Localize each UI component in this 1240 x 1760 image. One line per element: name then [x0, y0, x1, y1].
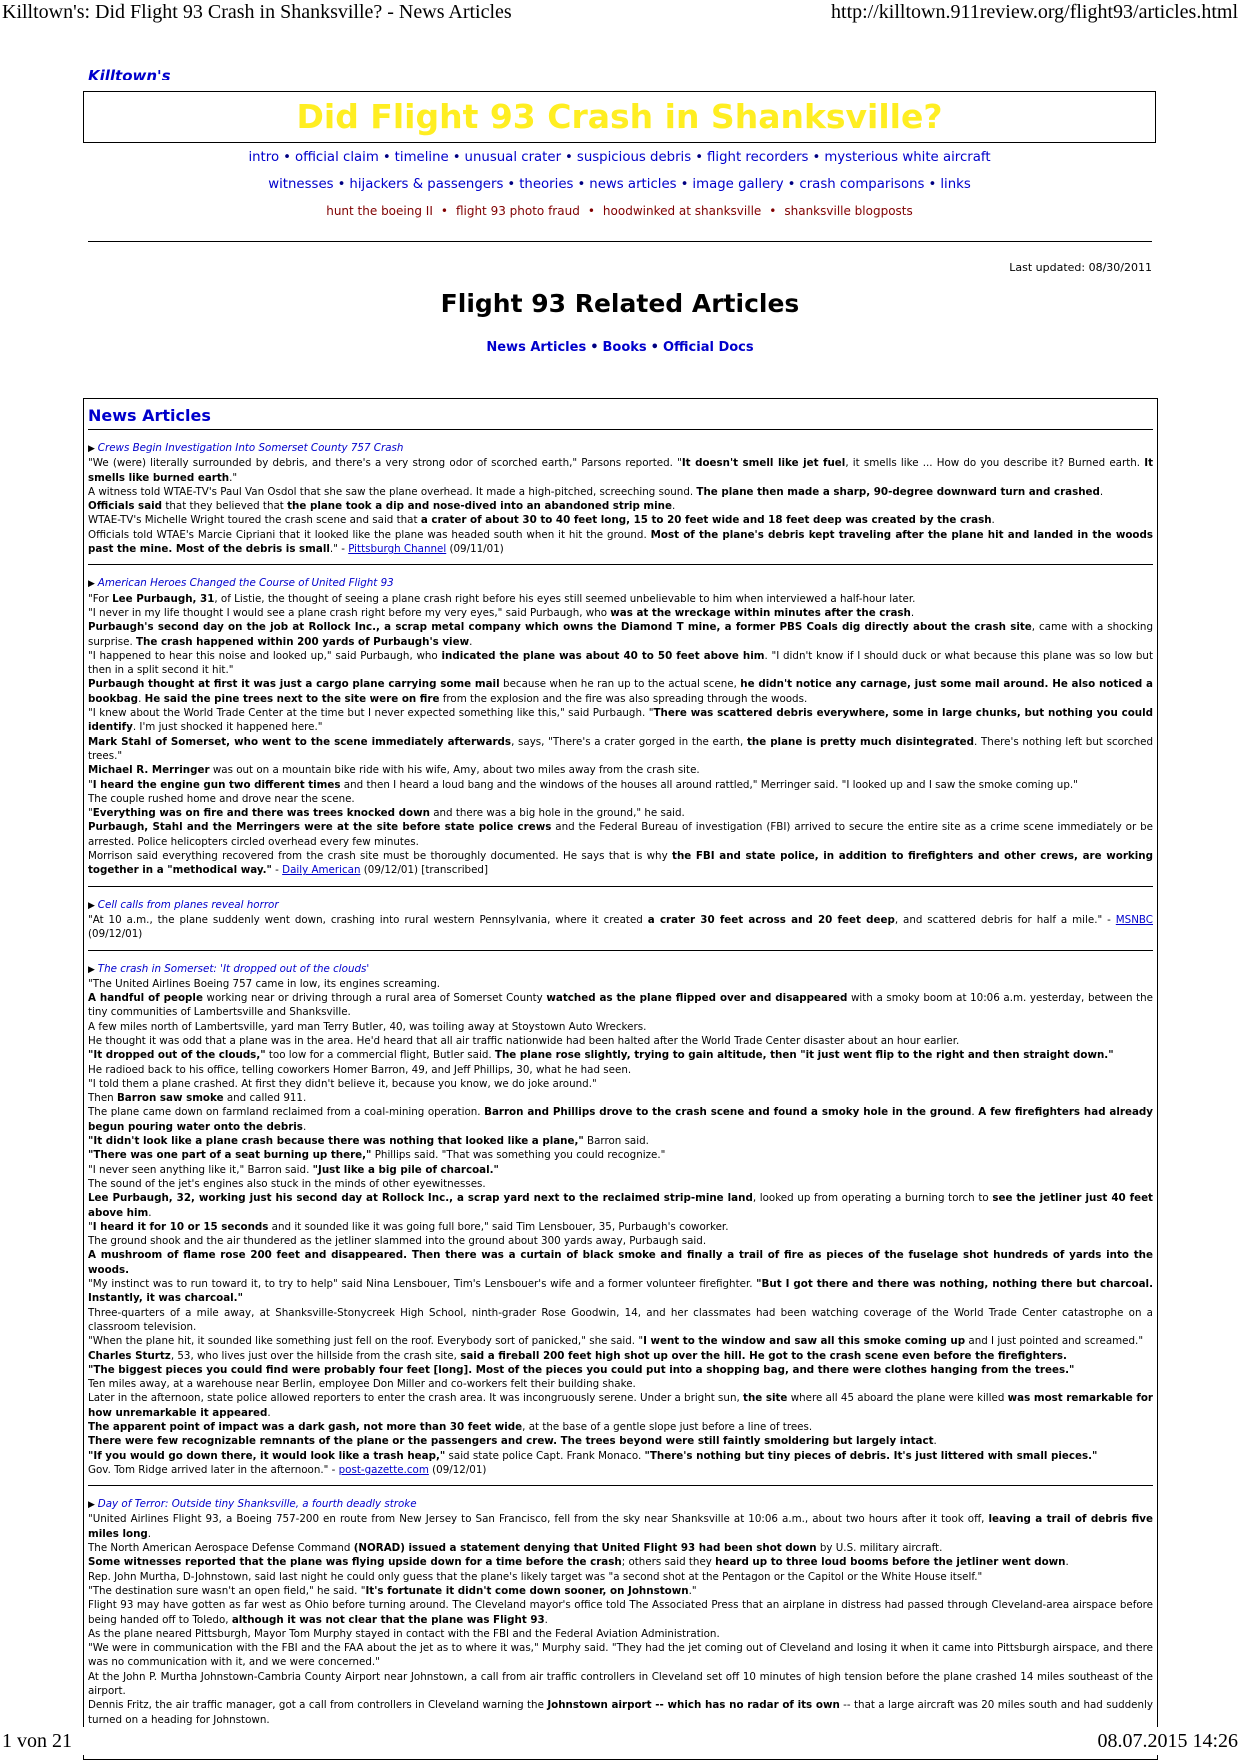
article-list: [84, 441, 1157, 1749]
body-text: WTAE-TV's Michelle Wright toured the crash scene and said that: [88, 514, 421, 527]
body-text: , says, "There's a crater gorged in the earth,: [511, 735, 747, 748]
nav-link-hunt-the-boeing-ii[interactable]: hunt the boeing II: [326, 204, 433, 218]
body-text: working near or driving through a rural area of Somerset County: [202, 992, 547, 1005]
article-paragraph: [88, 1177, 1153, 1191]
article: [84, 441, 1157, 564]
emphasis-text: The apparent point of impact was a dark gash, not more than 30 feet wide: [88, 1421, 523, 1433]
article-paragraph: [88, 606, 1153, 620]
body-text: .: [910, 606, 915, 619]
article-paragraph: [88, 1091, 1153, 1105]
print-header: [0, 0, 1240, 28]
nav-link-flight-recorders[interactable]: flight recorders: [707, 150, 809, 165]
emphasis-text: Some witnesses reported that the plane was flying upside down for a time before the crash: [88, 1556, 622, 1569]
article-paragraph: [88, 1191, 1153, 1220]
emphasis-text: Mark Stahl of Somerset, who went to the scene immediately afterwards: [88, 735, 512, 748]
news-articles-box: [83, 398, 1158, 1760]
emphasis-text: "There's nothing but tiny pieces of debris. It's just littered with small pieces.": [644, 1449, 1098, 1462]
article: [84, 576, 1157, 885]
bullet-separator: •: [928, 177, 937, 192]
bullet-separator: •: [337, 177, 346, 192]
triangle-right-icon: ▶: [88, 579, 98, 590]
emphasis-text: Charles Sturtz: [88, 1349, 171, 1362]
body-text: Ten miles away, at a warehouse near Berlin, employee Don Miller and co-workers felt their building shake.: [88, 1378, 636, 1391]
body-text: . I'm just shocked it happened here.": [132, 721, 323, 734]
emphasis-text: It doesn't smell like jet fuel: [681, 457, 846, 470]
body-text: too low for a commercial flight, Butler said.: [265, 1049, 495, 1062]
nav-link-unusual-crater[interactable]: unusual crater: [464, 150, 562, 165]
article-divider: [88, 886, 1153, 887]
body-text: , it smells like ... How do you describe it? Burned earth.: [845, 457, 1145, 470]
article-title-text: American Heroes Changed the Course of United Flight 93: [97, 577, 394, 590]
article-paragraph: [88, 1277, 1153, 1306]
body-text: . "I didn't know if I should duck or what because this plane was so low but then in a split second it hit.": [88, 649, 1153, 677]
body-text: and there was a big hole in the ground," he said.: [429, 807, 685, 820]
source-date: (09/12/01): [428, 1463, 487, 1476]
article-paragraph: [88, 1463, 1153, 1477]
bullet-separator: •: [565, 150, 573, 165]
body-text: A witness told WTAE-TV's Paul Van Osdol that she saw the plane overhead. It made a high-pitched, screeching sound.: [88, 485, 697, 498]
body-text: "United Airlines Flight 93, a Boeing 757-200 en route from New Jersey to San Francisco, fell from the sky near Shanksville at 10:06 a.m., about two hours after it took off,: [88, 1513, 989, 1526]
article-paragraph: [88, 677, 1153, 706]
article-paragraph: [88, 1670, 1153, 1699]
emphasis-text: a crater of about 30 to 40 feet long, 15 to 20 feet wide and 18 feet deep was created by the crash: [420, 514, 992, 527]
article: [84, 1497, 1157, 1749]
emphasis-text: Purbaugh thought at first it was just a cargo plane carrying some mail: [88, 678, 500, 691]
article-paragraph: [88, 620, 1153, 649]
body-text: .: [147, 1527, 152, 1540]
bullet-separator: •: [440, 204, 448, 218]
article-paragraph: [88, 1420, 1153, 1434]
bullet-separator: •: [587, 204, 595, 218]
body-text: "At 10 a.m., the plane suddenly went down, crashing into rural western Pennsylvania, where it created: [88, 913, 648, 926]
bullet-separator: •: [695, 150, 704, 165]
emphasis-text: Lee Purbaugh, 32, working just his second day at Rollock Inc., a scrap yard next to the reclaimed strip-mine land: [88, 1192, 753, 1205]
emphasis-text: Purbaugh's second day on the job at Rollock Inc., a scrap metal company which owns the Diamond T mine, a former PBS Coals dig directly about the crash site: [88, 621, 1032, 634]
body-text: .: [544, 1613, 548, 1626]
article-paragraph: [88, 1598, 1153, 1627]
emphasis-text: Michael R. Merringer: [88, 764, 210, 777]
body-text: Phillips said. "That was something you could recognize.": [371, 1149, 666, 1162]
article-paragraph: [88, 1234, 1153, 1248]
source-link[interactable]: Daily American: [282, 864, 361, 877]
nav-tertiary: [83, 204, 1156, 218]
body-text: said state police Capt. Frank Monaco.: [445, 1449, 645, 1462]
site-title: Did Flight 93 Crash in Shanksville?: [296, 97, 943, 136]
nav-link-shanksville-blogposts[interactable]: shanksville blogposts: [784, 204, 913, 218]
emphasis-text: "The biggest pieces you could find were probably four feet [long]. Most of the pieces you could put into a shopping bag, and there were clothes hanging from the trees.": [88, 1363, 1075, 1376]
article-paragraph: [88, 977, 1153, 991]
nav-link-crash-comparisons[interactable]: crash comparisons: [799, 177, 925, 192]
article-paragraph: [88, 913, 1153, 942]
article-paragraph: [88, 1334, 1153, 1348]
print-header-url: http://killtown.911review.org/flight93/articles.html: [831, 1, 1238, 23]
article-title[interactable]: [88, 962, 1153, 977]
article-paragraph: [88, 1034, 1153, 1048]
body-text: .: [971, 1106, 979, 1119]
body-text: Rep. John Murtha, D-Johnstown, said last night he could only guess that the plane's likely target was "a second shot at the Pentagon or the Capitol or the White House itself.": [88, 1570, 983, 1583]
body-text: "We (were) literally surrounded by debris, and there's a very strong odor of scorched earth," Parsons reported. ": [88, 457, 682, 470]
article-paragraph: [88, 1349, 1153, 1363]
emphasis-text: It smells like burned earth: [88, 457, 1153, 484]
nav-secondary: [83, 177, 1156, 192]
bullet-separator: •: [787, 177, 796, 192]
body-text: and I just pointed and screamed.": [965, 1335, 1144, 1348]
emphasis-text: the plane is pretty much disintegrated: [746, 735, 975, 748]
emphasis-text: I heard it for 10 or 15 seconds: [92, 1220, 269, 1233]
body-text: Gov. Tom Ridge arrived later in the afternoon." -: [88, 1463, 339, 1476]
article-paragraph: [88, 1570, 1153, 1584]
article-paragraph: [88, 1449, 1153, 1463]
emphasis-text: It's fortunate it didn't come down sooner, on Johnstown: [365, 1584, 689, 1597]
nav-link-books[interactable]: Books: [602, 340, 647, 355]
body-text: because when he ran up to the actual scene,: [499, 678, 741, 691]
article-paragraph: [88, 849, 1153, 878]
print-header-title: Killtown's: Did Flight 93 Crash in Shanksville? - News Articles: [2, 1, 512, 23]
nav-link-image-gallery[interactable]: image gallery: [692, 177, 784, 192]
body-text: . There's nothing left but scorched trees.": [88, 735, 1153, 762]
article-paragraph: [88, 1434, 1153, 1448]
article-paragraph: [88, 1363, 1153, 1377]
emphasis-text: see the jetliner just 40 feet above him: [88, 1192, 1153, 1219]
emphasis-text: A handful of people: [88, 992, 203, 1005]
body-text: ": [88, 1220, 93, 1233]
article-paragraph: [88, 499, 1153, 513]
triangle-right-icon: ▶: [88, 900, 98, 911]
body-text: "For: [88, 592, 113, 605]
emphasis-text: the plane took a dip and nose-dived into an abandoned strip mine: [287, 500, 672, 513]
body-text: "We were in communication with the FBI and the FAA about the jet as to where it was," Murphy said. "They had the jet coming out of Cleveland and losing it when it came into Pittsburgh airspace, and there was no communication with it, and we were concerned.": [88, 1642, 1153, 1669]
nav-link-hoodwinked-at-shanksville[interactable]: hoodwinked at shanksville: [602, 204, 762, 218]
emphasis-text: Most of the plane's debris kept traveling after the plane hit and landed in the woods past the mine. Most of the debris is small: [88, 528, 1153, 556]
article-paragraph: [88, 528, 1153, 557]
nav-link-suspicious-debris[interactable]: suspicious debris: [576, 150, 692, 165]
body-text: He radioed back to his office, telling coworkers Homer Barron, 49, and Jeff Phillips, 30, what he had seen.: [88, 1063, 632, 1076]
article-paragraph: [88, 592, 1153, 606]
emphasis-text: There was scattered debris everywhere, some in large chunks, but nothing you could identify: [88, 707, 1154, 734]
emphasis-text: Purbaugh, Stahl and the Merringers were at the site before state police crews: [88, 821, 552, 834]
source-link[interactable]: Pittsburgh Channel: [348, 543, 447, 556]
emphasis-text: Lee Purbaugh, 31: [112, 592, 215, 605]
body-text: Then: [88, 1092, 117, 1105]
body-text: "I never seen anything like it," Barron said.: [88, 1163, 313, 1176]
body-text: "The destination sure wasn't an open field," he said. ": [88, 1584, 366, 1597]
body-text: The ground shook and the air thundered as the jetliner slammed into the ground about 300 yards away, Purbaugh said.: [88, 1235, 707, 1248]
article-paragraph: [88, 778, 1153, 792]
body-text: , 53, who lives just over the hillside from the crash site,: [170, 1349, 461, 1362]
bullet-separator: •: [812, 150, 821, 165]
body-text: ": [88, 807, 93, 820]
emphasis-text: The plane then made a sharp, 90-degree downward turn and crashed: [696, 485, 1100, 498]
article-paragraph: [88, 456, 1153, 485]
triangle-right-icon: ▶: [88, 964, 98, 975]
nav-link-timeline[interactable]: timeline: [394, 150, 449, 165]
body-text: .: [1099, 485, 1104, 498]
nav-link-hijackers-passengers[interactable]: hijackers & passengers: [349, 177, 504, 192]
article-paragraph: [88, 820, 1153, 849]
article-paragraph: [88, 1641, 1153, 1670]
emphasis-text: A mushroom of flame rose 200 feet and disappeared. Then there was a curtain of black smoke and finally a trail of fire as pieces of the fuselage shot hundreds of yards into the woods.: [88, 1249, 1153, 1276]
emphasis-text: I heard the engine gun two different times: [92, 778, 341, 791]
body-text: .": [229, 471, 238, 484]
body-text: The plane came down on farmland reclaimed from a coal-mining operation.: [88, 1106, 485, 1119]
article-paragraph: [88, 649, 1153, 678]
emphasis-text: watched as the plane flipped over and disappeared: [546, 992, 848, 1005]
body-text: Flight 93 may have gotten as far west as Ohio before turning around. The Cleveland mayor's office told The Associated Press that an airplane in distress had passed through Cleveland-area airspace before being handed off to Toledo,: [88, 1599, 1153, 1626]
body-text: .: [671, 500, 676, 513]
body-text: .: [933, 1435, 937, 1448]
print-page-number: 1 von 21: [2, 1730, 72, 1752]
body-text: He thought it was odd that a plane was in the area. He'd heard that all air traffic nationwide had been halted after the World Trade Center disaster about an hour earlier.: [88, 1034, 960, 1047]
article-paragraph: [88, 513, 1153, 527]
bullet-separator: •: [769, 204, 777, 218]
emphasis-text: "But I got there and there was nothing, nothing there but charcoal. Instantly, it was charcoal.": [88, 1278, 1153, 1305]
body-text: Barron said.: [583, 1135, 649, 1148]
article-title-text: Day of Terror: Outside tiny Shanksville, a fourth deadly stroke: [97, 1498, 417, 1511]
body-text: , of Listie, the thought of seeing a plane crash right before his eyes still seemed unbelievable to him when interviewed a half-hour later.: [214, 592, 916, 605]
emphasis-text: A few firefighters had already begun pouring water onto the debris: [88, 1106, 1153, 1133]
emphasis-text: Officials said: [88, 500, 163, 513]
emphasis-text: "Just like a big pile of charcoal.": [312, 1163, 499, 1176]
triangle-right-icon: ▶: [88, 1500, 98, 1511]
emphasis-text: There were few recognizable remnants of the plane or the passengers and crew. The trees beyond were still faintly smoldering but largely intact: [88, 1435, 934, 1448]
nav-link-official-claim[interactable]: official claim: [294, 150, 379, 165]
article-title-text: Crews Begin Investigation Into Somerset County 757 Crash: [97, 442, 404, 454]
body-text: .: [302, 1120, 307, 1133]
emphasis-text: Barron saw smoke: [116, 1092, 224, 1105]
article-paragraph: [88, 1698, 1153, 1727]
article-title-text: The crash in Somerset: 'It dropped out of the clouds': [97, 962, 370, 975]
body-text: , came with a shocking surprise.: [88, 621, 1153, 648]
bullet-separator: •: [452, 150, 461, 165]
article-divider: [88, 1485, 1153, 1486]
body-text: The couple rushed home and drove near the scene.: [88, 792, 355, 805]
sub-nav: [0, 340, 1240, 355]
body-text: At the John P. Murtha Johnstown-Cambria County Airport near Johnstown, a call from air traffic controllers in Cleveland set off 10 minutes of high tension before the plane crashed 14 miles southeast of the airport.: [88, 1670, 1153, 1698]
body-text: A few miles north of Lambertsville, yard man Terry Butler, 40, was toiling away at Stoystown Auto Wreckers.: [88, 1020, 647, 1033]
body-text: .: [138, 692, 145, 705]
section-title: News Articles: [88, 406, 211, 425]
nav-link-flight-93-photo-fraud[interactable]: flight 93 photo fraud: [455, 204, 580, 218]
article-paragraph: [88, 1306, 1153, 1335]
emphasis-text: a crater 30 feet across and 20 feet deep: [647, 913, 895, 926]
article-paragraph: [88, 1148, 1153, 1162]
body-text: Morrison said everything recovered from the crash site must be thoroughly documented. He says that is why: [88, 850, 673, 863]
emphasis-text: was at the wreckage within minutes after the crash: [610, 606, 911, 619]
nav-link-news-articles[interactable]: news articles: [589, 177, 677, 192]
section-divider: [88, 429, 1153, 430]
body-text: "I told them a plane crashed. At first they didn't believe it, because you know, we do joke around.": [88, 1077, 597, 1090]
emphasis-text: He said the pine trees next to the site were on fire: [144, 692, 440, 705]
body-text: and the Federal Bureau of investigation (FBI) arrived to secure the entire site as a crime scene immediately or be arrested. Police helicopters circled overhead every few minutes.: [88, 821, 1153, 848]
article-title[interactable]: [88, 576, 1153, 591]
article-paragraph: [88, 1391, 1153, 1420]
article: [84, 962, 1157, 1486]
nav-primary: [83, 150, 1156, 165]
emphasis-text: (NORAD) issued a statement denying that United Flight 93 had been shot down: [353, 1542, 817, 1555]
article-paragraph: [88, 735, 1153, 764]
body-text: ": [88, 778, 93, 791]
body-text: ; others said they: [621, 1556, 716, 1569]
emphasis-text: "It didn't look like a plane crash because there was nothing that looked like a plane,": [88, 1135, 584, 1148]
article-paragraph: [88, 1627, 1153, 1641]
nav-link-theories[interactable]: theories: [519, 177, 574, 192]
body-text: ." -: [329, 543, 349, 556]
bullet-separator: •: [680, 177, 689, 192]
body-text: was out on a mountain bike ride with his wife, Amy, about two miles away from the crash site.: [209, 764, 700, 777]
body-text: -: [271, 864, 283, 877]
body-text: -- that a large aircraft was 20 miles south and had suddenly turned on a heading for Johnstown.: [88, 1699, 1154, 1726]
body-text: that they believed that: [162, 500, 288, 513]
emphasis-text: Johnstown airport -- which has no radar of its own: [547, 1699, 840, 1712]
bullet-separator: •: [382, 150, 391, 165]
bullet-separator: •: [507, 177, 516, 192]
body-text: from the explosion and the fire was also spreading through the woods.: [439, 692, 808, 705]
nav-link-intro[interactable]: intro: [248, 150, 280, 165]
article-paragraph: [88, 806, 1153, 820]
article-paragraph: [88, 1020, 1153, 1034]
body-text: Later in the afternoon, state police allowed reporters to enter the crash area. It was incongruously serene. Under a bright sun,: [88, 1392, 744, 1405]
emphasis-text: although it was not clear that the plane was Flight 93: [231, 1613, 545, 1626]
emphasis-text: I went to the window and saw all this smoke coming up: [643, 1335, 966, 1348]
body-text: "I knew about the World Trade Center at the time but I never expected something like this," said Purbaugh. ": [88, 707, 654, 720]
triangle-right-icon: ▶: [88, 444, 98, 454]
bullet-separator: •: [650, 340, 659, 355]
bullet-separator: •: [283, 150, 291, 165]
body-text: , looked up from operating a burning torch to: [752, 1192, 993, 1205]
article-title[interactable]: [88, 441, 1153, 456]
body-text: "I never in my life thought I would see a plane crash right before my very eyes," said Purbaugh, who: [88, 606, 611, 619]
body-text: .": [688, 1584, 697, 1597]
emphasis-text: "There was one part of a seat burning up there,": [88, 1149, 372, 1162]
article-paragraph: [88, 1063, 1153, 1077]
article-divider: [88, 564, 1153, 565]
body-text: and called 911.: [223, 1092, 307, 1105]
article-paragraph: [88, 1163, 1153, 1177]
nav-link-witnesses[interactable]: witnesses: [268, 177, 334, 192]
body-text: "The United Airlines Boeing 757 came in low, its engines screaming.: [88, 977, 441, 990]
print-timestamp: 08.07.2015 14:26: [1097, 1730, 1238, 1752]
emphasis-text: the FBI and state police, in addition to firefighters and other crews, are working together in a "methodical way.": [88, 850, 1153, 877]
emphasis-text: said a fireball 200 feet high shot up over the hill. He got to the crash scene even before the firefighters.: [460, 1349, 1067, 1362]
emphasis-text: indicated the plane was about 40 to 50 feet above him: [441, 649, 765, 662]
nav-link-links[interactable]: links: [940, 177, 971, 192]
body-text: , and scattered debris for half a mile." -: [894, 913, 1116, 926]
body-text: Officials told WTAE's Marcie Cipriani that it looked like the plane was headed south when it hit the ground.: [88, 528, 651, 541]
article: [84, 898, 1157, 950]
emphasis-text: the site: [743, 1392, 788, 1405]
article-paragraph: [88, 1048, 1153, 1062]
article-title-text: Cell calls from planes reveal horror: [97, 898, 279, 911]
body-text: .: [991, 514, 995, 527]
nav-link-official-docs[interactable]: Official Docs: [662, 340, 754, 355]
emphasis-text: he didn't notice any carnage, just some mail around. He also noticed a bookbag: [88, 678, 1153, 705]
article-paragraph: [88, 991, 1153, 1020]
body-text: and then I heard a loud bang and the windows of the houses all around rattled," Merringer said. "I looked up and I saw the smoke coming up.": [340, 778, 1078, 791]
emphasis-text: heard up to three loud booms before the jetliner went down: [715, 1556, 1066, 1569]
body-text: "My instinct was to run toward it, to try to help" said Nina Lensbouer, Tim's Lensbouer's wife and a former volunteer firefighter.: [88, 1278, 757, 1291]
body-text: .: [1065, 1556, 1069, 1569]
body-text: and it sounded like it was going full bore," said Tim Lensbouer, 35, Purbaugh's coworker.: [268, 1220, 729, 1233]
article-title[interactable]: [88, 1497, 1153, 1512]
print-footer: [0, 1727, 1240, 1755]
article-paragraph: [88, 1077, 1153, 1091]
body-text: The North American Aerospace Defense Command: [88, 1542, 354, 1555]
emphasis-text: The crash happened within 200 yards of Purbaugh's view: [136, 635, 470, 648]
source-date: (09/12/01): [88, 928, 143, 941]
article-paragraph: [88, 1105, 1153, 1134]
page-title: Flight 93 Related Articles: [440, 289, 800, 318]
emphasis-text: leaving a trail of debris five miles long: [88, 1513, 1153, 1540]
body-text: .: [469, 635, 473, 648]
article-paragraph: [88, 1248, 1153, 1277]
body-text: by U.S. military aircraft.: [816, 1542, 943, 1555]
last-updated: Last updated: 08/30/2011: [1009, 261, 1152, 274]
bullet-separator: •: [577, 177, 586, 192]
source-date: (09/11/01): [446, 543, 504, 556]
article-paragraph: [88, 1584, 1153, 1598]
article-paragraph: [88, 792, 1153, 806]
title-banner: [83, 91, 1156, 143]
body-text: "I happened to hear this noise and looked up," said Purbaugh, who: [88, 649, 442, 662]
source-date: (09/12/01) [transcribed]: [360, 864, 488, 877]
article-paragraph: [88, 1541, 1153, 1555]
emphasis-text: "It dropped out of the clouds,": [88, 1049, 266, 1062]
body-text: Dennis Fritz, the air traffic manager, got a call from controllers in Cleveland warning the: [88, 1699, 548, 1712]
article-paragraph: [88, 763, 1153, 777]
body-text: , at the base of a gentle slope just before a line of trees.: [522, 1421, 813, 1433]
article-paragraph: [88, 706, 1153, 735]
body-text: Three-quarters of a mile away, at Shanksville-Stonycreek High School, ninth-grader Rose Goodwin, 14, and her classmates had been watching coverage of the World Trade Center catastrophe on a classroom television.: [88, 1306, 1153, 1333]
source-link[interactable]: MSNBC: [1115, 913, 1153, 926]
emphasis-text: was most remarkable for how unremarkable it appeared: [88, 1392, 1154, 1419]
article-paragraph: [88, 1134, 1153, 1148]
emphasis-text: Everything was on fire and there was trees knocked down: [92, 807, 430, 820]
body-text: .: [267, 1406, 271, 1419]
emphasis-text: Barron and Phillips drove to the crash scene and found a smoky hole in the ground: [484, 1106, 972, 1119]
emphasis-text: "If you would go down there, it would look like a trash heap,": [88, 1449, 446, 1462]
nav-link-mysterious-white-aircraft[interactable]: mysterious white aircraft: [824, 150, 991, 165]
body-text: As the plane neared Pittsburgh, Mayor Tom Murphy stayed in contact with the FBI and the Federal Aviation Administration.: [88, 1627, 720, 1640]
article-divider: [88, 950, 1153, 951]
body-text: "When the plane hit, it sounded like something just fell on the roof. Everybody sort of panicked," she said. ": [88, 1335, 644, 1348]
article-paragraph: [88, 1555, 1153, 1569]
divider: [88, 241, 1152, 242]
source-link[interactable]: post-gazette.com: [338, 1463, 429, 1476]
article-paragraph: [88, 1512, 1153, 1541]
body-text: where all 45 aboard the plane were killed: [787, 1392, 1008, 1405]
article-title[interactable]: [88, 898, 1153, 913]
nav-link-news-articles[interactable]: News Articles: [486, 340, 587, 355]
emphasis-text: The plane rose slightly, trying to gain altitude, then "it just went flip to the right and then straight down.": [494, 1049, 1114, 1062]
article-paragraph: [88, 485, 1153, 499]
body-text: with a smoky boom at 10:06 a.m. yesterday, between the tiny communities of Lambertsville and Shanksville.: [88, 992, 1153, 1019]
article-paragraph: [88, 1220, 1153, 1234]
bullet-separator: •: [590, 340, 599, 355]
article-paragraph: [88, 1377, 1153, 1391]
body-text: .: [148, 1206, 152, 1219]
body-text: The sound of the jet's engines also stuck in the minds of other eyewitnesses.: [88, 1177, 486, 1190]
site-name: Killtown's: [88, 67, 171, 80]
